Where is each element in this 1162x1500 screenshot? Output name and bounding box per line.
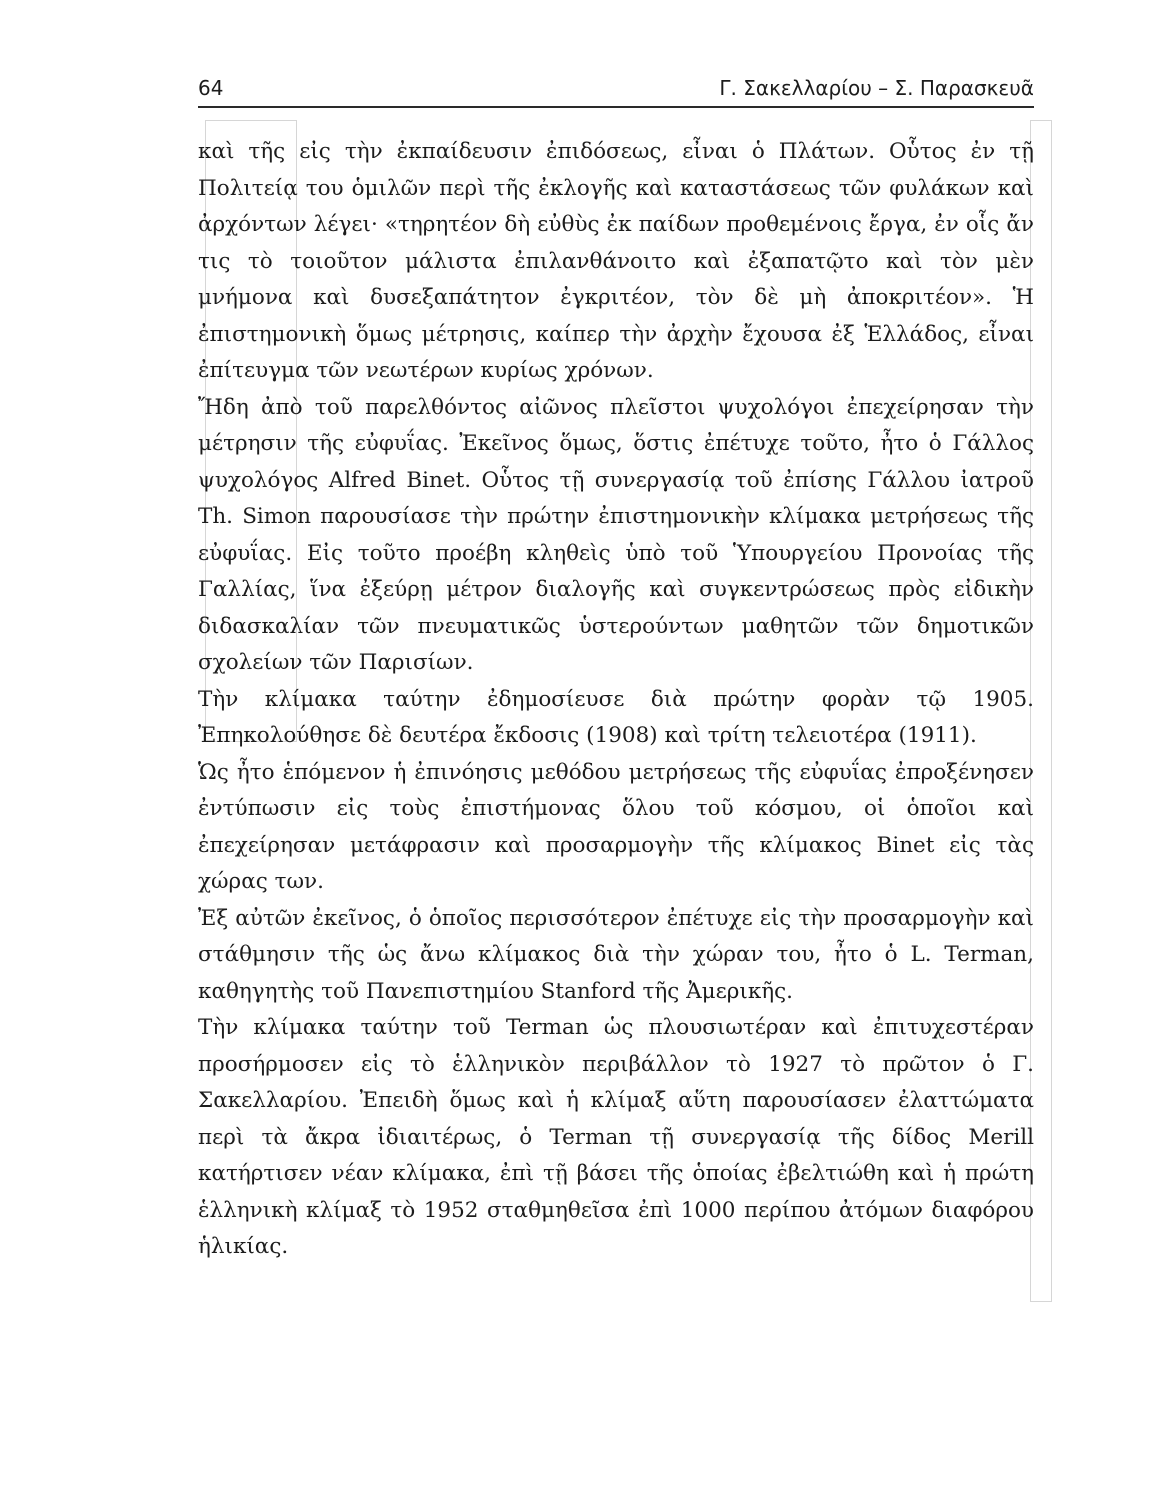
- page-number: 64: [198, 76, 224, 100]
- book-page: [198, 70, 1034, 1266]
- running-head: [198, 70, 1034, 104]
- paragraph: καὶ τῆς εἰς τὴν ἐκπαίδευσιν ἐπιδόσεως, εἶναι ὁ Πλάτων. Οὗτος ἐν τῇ Πολιτείᾳ του ὁμιλῶν περὶ τῆς ἐκλογῆς καὶ καταστάσεως τῶν φυλάκων καὶ ἀρχόντων λέγει· «τηρητέον δὴ εὐθὺς ἐκ παίδων προθεμένοις ἔργα, ἐν οἷς ἄν τις τὸ τοιοῦτον μάλιστα ἐπιλανθάνοιτο καὶ ἐξαπατῷτο καὶ τὸν μὲν μνήμονα καὶ δυσεξαπάτητον ἐγκριτέον, τὸν δὲ μὴ ἀποκριτέον». Ἡ ἐπιστημονικὴ ὅμως μέτρησις, καίπερ τὴν ἀρχὴν ἔχουσα ἐξ Ἑλλάδος, εἶναι ἐπίτευγμα τῶν νεωτέρων κυρίως χρόνων.: [198, 139, 1034, 383]
- body-text: [198, 134, 1034, 1266]
- paragraph: Ὡς ἦτο ἑπόμενον ἡ ἐπινόησις μεθόδου μετρήσεως τῆς εὐφυΐας ἐπροξένησεν ἐντύπωσιν εἰς τοὺς ἐπιστήμονας ὅλου τοῦ κόσμου, οἱ ὁποῖοι καὶ ἐπεχείρησαν μετάφρασιν καὶ προσαρμογὴν τῆς κλίμακος Binet εἰς τὰς χώρας των.: [198, 759, 1034, 894]
- running-head-authors: Γ. Σακελλαρίου – Σ. Παρασκευᾶ: [719, 76, 1034, 100]
- paragraph: Ἤδη ἀπὸ τοῦ παρελθόντος αἰῶνος πλεῖστοι ψυχολόγοι ἐπεχείρησαν τὴν μέτρησιν τῆς εὐφυΐας. Ἐκεῖνος ὅμως, ὅστις ἐπέτυχε τοῦτο, ἦτο ὁ Γάλλος ψυχολόγος Alfred Binet. Οὗτος τῇ συνεργασίᾳ τοῦ ἐπίσης Γάλλου ἰατροῦ Th. Simon παρουσίασε τὴν πρώτην ἐπιστημονικὴν κλίμακα μετρήσεως τῆς εὐφυΐας. Εἰς τοῦτο προέβη κληθεὶς ὑπὸ τοῦ Ὑπουργείου Προνοίας τῆς Γαλλίας, ἵνα ἐξεύρῃ μέτρον διαλογῆς καὶ συγκεντρώσεως πρὸς εἰδικὴν διδασκαλίαν τῶν πνευματικῶς ὑστερούντων μαθητῶν τῶν δημοτικῶν σχολείων τῶν Παρισίων.: [198, 394, 1034, 675]
- paragraph: Τὴν κλίμακα ταύτην τοῦ Terman ὡς πλουσιωτέραν καὶ ἐπιτυχεστέραν προσήρμοσεν εἰς τὸ ἑλληνικὸν περιβάλλον τὸ 1927 τὸ πρῶτον ὁ Γ. Σακελλαρίου. Ἐπειδὴ ὅμως καὶ ἡ κλίμαξ αὕτη παρουσίασεν ἐλαττώματα περὶ τὰ ἄκρα ἰδιαιτέρως, ὁ Terman τῇ συνεργασίᾳ τῆς δίδος Merill κατήρτισεν νέαν κλίμακα, ἐπὶ τῇ βάσει τῆς ὁποίας ἐβελτιώθη καὶ ἡ πρώτη ἑλληνικὴ κλίμαξ τὸ 1952 σταθμηθεῖσα ἐπὶ 1000 περίπου ἀτόμων διαφόρου ἡλικίας.: [198, 1015, 1034, 1259]
- paragraph: Τὴν κλίμακα ταύτην ἐδημοσίευσε διὰ πρώτην φορὰν τῷ 1905. Ἐπηκολούθησε δὲ δευτέρα ἔκδοσις (1908) καὶ τρίτη τελειοτέρα (1911).: [198, 686, 1034, 748]
- header-rule: [198, 106, 1034, 108]
- paragraph: Ἐξ αὐτῶν ἐκεῖνος, ὁ ὁποῖος περισσότερον ἐπέτυχε εἰς τὴν προσαρμογὴν καὶ στάθμησιν τῆς ὡς ἄνω κλίμακος διὰ τὴν χώραν του, ἦτο ὁ L. Terman, καθηγητὴς τοῦ Πανεπιστημίου Stanford τῆς Ἀμερικῆς.: [198, 905, 1034, 1004]
